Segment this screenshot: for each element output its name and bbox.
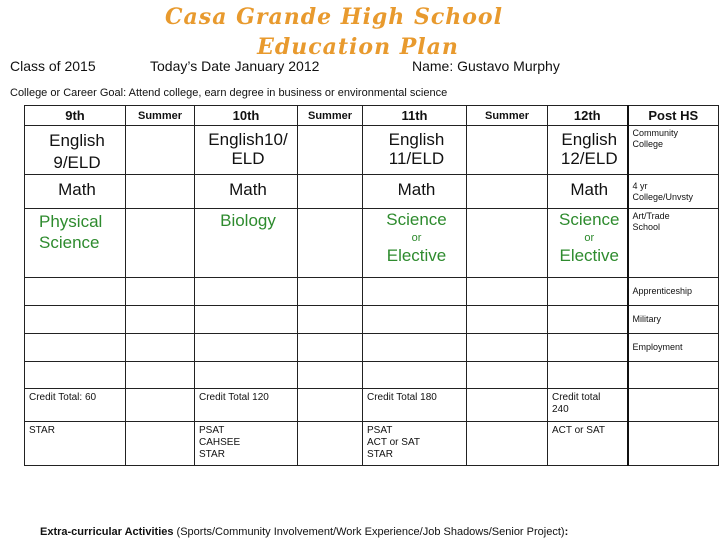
- summer-cell: [467, 126, 548, 175]
- science-12-or: or: [584, 232, 595, 244]
- extracurricular-line: [40, 526, 568, 538]
- science-12-elective: Elective: [559, 246, 620, 265]
- tests-row: [25, 422, 719, 466]
- summer-cell: [298, 126, 363, 175]
- credit-10: Credit Total 120: [195, 389, 298, 422]
- math-10: Math: [195, 175, 298, 209]
- summer-cell: [126, 209, 195, 278]
- header-9th: 9th: [25, 106, 126, 126]
- header-11th: 11th: [363, 106, 467, 126]
- extracurricular-desc: (Sports/Community Involvement/Work Experience/Job Shadows/Senior Project): [173, 526, 565, 538]
- blank-row: [25, 362, 719, 389]
- summer-cell: [467, 209, 548, 278]
- math-12: Math: [548, 175, 628, 209]
- science-11-elective: Elective: [386, 246, 447, 265]
- science-9: Physical Science: [25, 209, 126, 278]
- post-apprenticeship: Apprenticeship: [628, 278, 719, 306]
- tests-9: STAR: [25, 422, 126, 466]
- header-summer-2: Summer: [298, 106, 363, 126]
- education-plan-table: [24, 105, 719, 466]
- english-10: English10/ ELD: [195, 126, 298, 175]
- blank-row: [25, 334, 719, 362]
- header-summer-1: Summer: [126, 106, 195, 126]
- student-name: Name: Gustavo Murphy: [412, 58, 560, 74]
- science-11-label: Science: [386, 210, 447, 229]
- extracurricular-label: Extra-curricular Activities: [40, 526, 174, 538]
- summer-cell: [126, 126, 195, 175]
- credit-12: Credit total 240: [548, 389, 628, 422]
- post-art-trade-school: Art/Trade School: [628, 209, 719, 278]
- science-11: [363, 209, 467, 278]
- math-9: Math: [25, 175, 126, 209]
- science-11-or: or: [411, 232, 422, 244]
- math-11: Math: [363, 175, 467, 209]
- career-goal: College or Career Goal: Attend college, earn degree in business or environmental science: [10, 87, 448, 99]
- credit-row: [25, 389, 719, 422]
- post-4yr-college: 4 yr College/Unvsty: [628, 175, 719, 209]
- science-10: Biology: [195, 209, 298, 278]
- tests-10: PSAT CAHSEE STAR: [195, 422, 298, 466]
- english-9: English 9/ELD: [25, 126, 126, 175]
- header-post-hs: Post HS: [628, 106, 719, 126]
- post-blank: [628, 362, 719, 389]
- blank-row: [25, 278, 719, 306]
- post-community-college: Community College: [628, 126, 719, 175]
- blank-row: [25, 306, 719, 334]
- header-row: [25, 106, 719, 126]
- header-12th: 12th: [548, 106, 628, 126]
- credit-9: Credit Total: 60: [25, 389, 126, 422]
- summer-cell: [298, 209, 363, 278]
- science-12-label: Science: [559, 210, 620, 229]
- tests-12: ACT or SAT: [548, 422, 628, 466]
- english-11: English 11/ELD: [363, 126, 467, 175]
- summer-cell: [467, 175, 548, 209]
- credit-11: Credit Total 180: [363, 389, 467, 422]
- tests-11: PSAT ACT or SAT STAR: [363, 422, 467, 466]
- science-row: [25, 209, 719, 278]
- header-summer-3: Summer: [467, 106, 548, 126]
- todays-date: Today’s Date January 2012: [150, 58, 320, 74]
- summer-cell: [298, 175, 363, 209]
- science-12: [548, 209, 628, 278]
- post-employment: Employment: [628, 334, 719, 362]
- post-military: Military: [628, 306, 719, 334]
- english-row: [25, 126, 719, 175]
- summer-cell: [126, 175, 195, 209]
- plan-title: Education Plan: [257, 34, 459, 60]
- math-row: [25, 175, 719, 209]
- english-12: English 12/ELD: [548, 126, 628, 175]
- school-title: Casa Grande High School: [165, 4, 503, 30]
- extracurricular-colon: :: [564, 526, 569, 538]
- header-10th: 10th: [195, 106, 298, 126]
- class-of: Class of 2015: [10, 58, 96, 74]
